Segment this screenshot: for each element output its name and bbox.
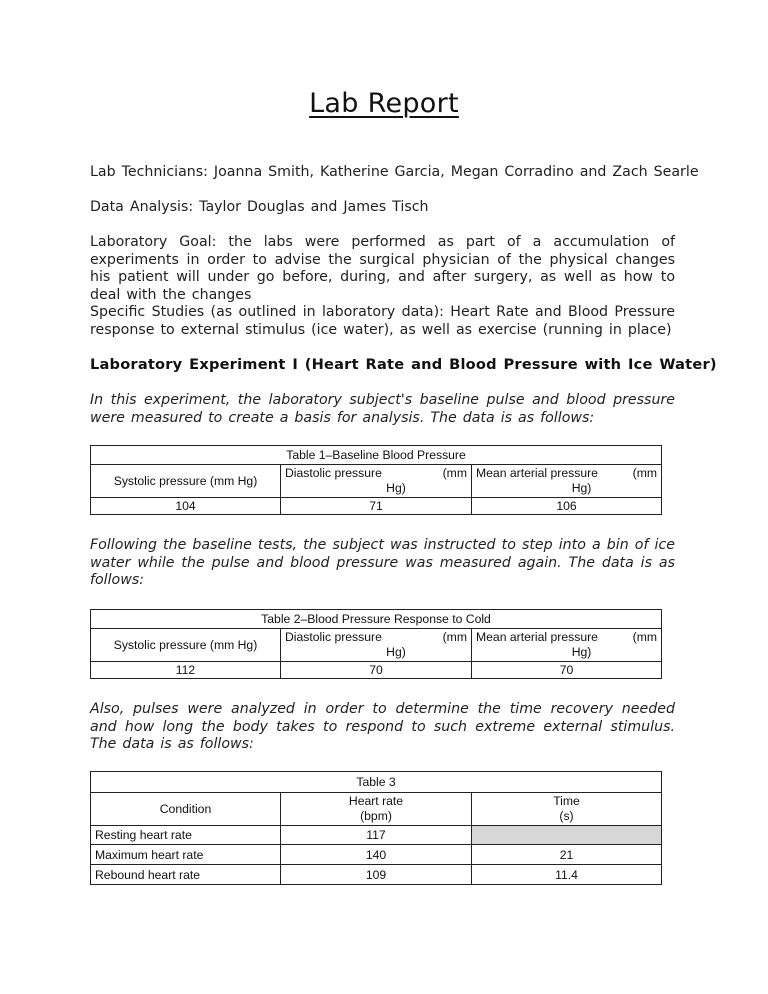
experiment-intro-paragraph: In this experiment, the laboratory subject's baseline pulse and blood pressure were measured to create a basis for analysis. The data is as follows: [90,392,675,426]
table-row [91,865,662,885]
time-cell: 21 [472,845,662,865]
time-header-unit: (s) [559,809,574,823]
condition-cell: Rebound heart rate [91,865,281,885]
mean-arterial-header-unit-end: Hg) [571,645,592,659]
heart-rate-header-label: Heart rate [348,794,404,808]
table-baseline-blood-pressure [90,445,662,515]
mean-arterial-value: 70 [472,662,662,679]
diastolic-header-unit-end: Hg) [386,645,406,659]
systolic-header: Systolic pressure (mm Hg) [91,465,281,498]
diastolic-header-label: Diastolic pressure [285,466,382,480]
diastolic-header [281,465,472,498]
diastolic-header-unit: (mm [442,630,467,644]
experiment-heading: Laboratory Experiment I (Heart Rate and Blood Pressure with Ice Water) [90,356,717,373]
mean-arterial-header [472,629,662,662]
table-caption: Table 3 [91,772,662,793]
heart-rate-cell: 109 [281,865,472,885]
data-analysis-line: Data Analysis: Taylor Douglas and James Tisch [90,199,429,215]
diastolic-header-unit: (mm [442,466,467,480]
table-heart-rate [90,771,662,885]
table-caption: Table 1–Baseline Blood Pressure [91,446,662,465]
diastolic-header-label: Diastolic pressure [285,630,382,644]
lab-technicians-line: Lab Technicians: Joanna Smith, Katherine Garcia, Megan Corradino and Zach Searle [90,164,699,180]
table-blood-pressure-cold [90,609,662,679]
time-cell: 11.4 [472,865,662,885]
mean-arterial-value: 106 [472,498,662,515]
condition-cell: Maximum heart rate [91,845,281,865]
mean-arterial-header-unit-end: Hg) [571,481,592,495]
diastolic-value: 71 [281,498,472,515]
mean-arterial-header-label: Mean arterial pressure [476,466,598,480]
page-title: Lab Report [309,88,459,119]
systolic-value: 112 [91,662,281,679]
heart-rate-cell: 140 [281,845,472,865]
pulse-analysis-paragraph: Also, pulses were analyzed in order to determine the time recovery needed and how long the body takes to respond to such extreme external stimulus. The data is as follows: [90,701,675,752]
heart-rate-header-unit: (bpm) [360,809,392,823]
time-header-label: Time [553,794,580,808]
condition-cell: Resting heart rate [91,826,281,845]
table-row [91,826,662,845]
table-row [91,845,662,865]
specific-studies-paragraph: Specific Studies (as outlined in laboratory data): Heart Rate and Blood Pressure response to external stimulus (ice water), as well as exercise (running in place) [90,304,675,338]
systolic-value: 104 [91,498,281,515]
heart-rate-cell: 117 [281,826,472,845]
mean-arterial-header-unit: (mm [632,630,658,644]
heart-rate-header [281,793,472,826]
laboratory-goal-paragraph: Laboratory Goal: the labs were performed as part of a accumulation of experiments in order to advise the surgical physician of the physical changes his patient will under go before, during, and after surgery, as well as how to deal with the changes [90,234,675,303]
after-baseline-paragraph: Following the baseline tests, the subject was instructed to step into a bin of ice water while the pulse and blood pressure was measured again. The data is as follows: [90,537,675,588]
diastolic-header-unit-end: Hg) [386,481,406,495]
diastolic-header [281,629,472,662]
mean-arterial-header-label: Mean arterial pressure [476,630,598,644]
systolic-header: Systolic pressure (mm Hg) [91,629,281,662]
diastolic-value: 70 [281,662,472,679]
condition-header: Condition [91,793,281,826]
time-header [472,793,662,826]
mean-arterial-header-unit: (mm [632,466,658,480]
mean-arterial-header [472,465,662,498]
table-caption: Table 2–Blood Pressure Response to Cold [91,610,662,629]
time-cell [472,826,662,845]
